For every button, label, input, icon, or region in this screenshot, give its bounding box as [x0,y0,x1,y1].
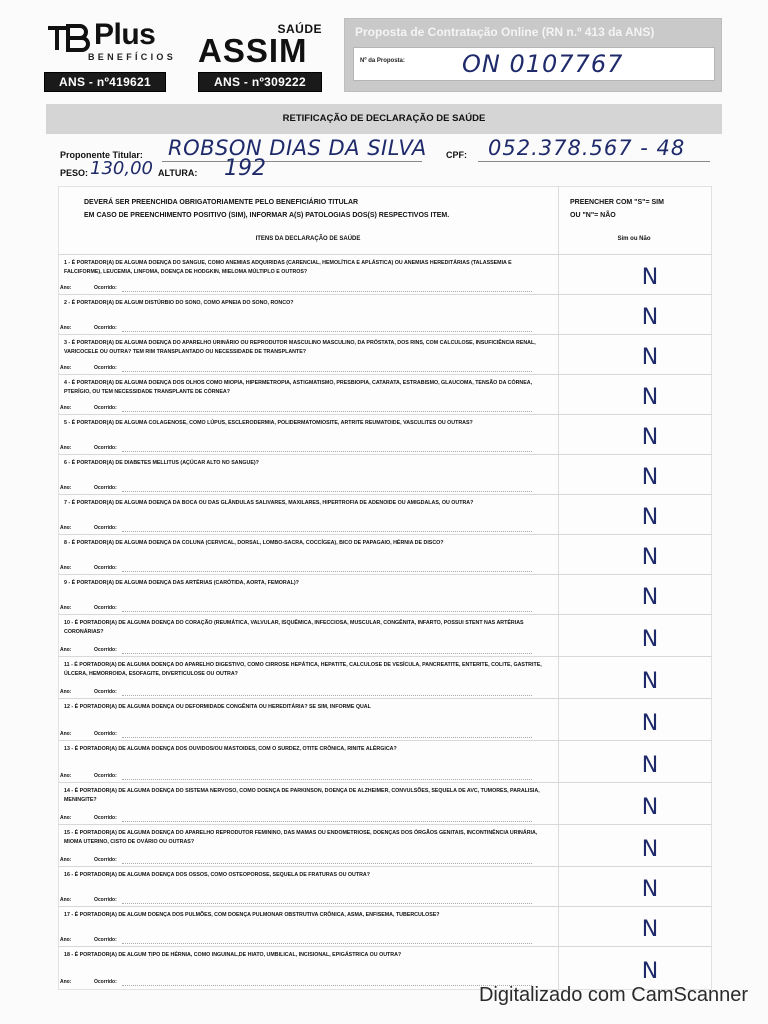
ocorrido-field[interactable] [122,943,532,944]
titular-name-underline [162,161,422,162]
cpf-value[interactable]: 052.378.567 - 48 [488,136,686,160]
ocorrido-label: Ocorrido: [94,325,117,331]
ano-label: Ano: [60,605,72,611]
peso-value[interactable]: 130,00 [90,158,153,179]
proposal-number-value: ON 0107767 [462,50,624,78]
table-row [58,294,712,334]
answer-value[interactable]: N [641,385,659,410]
ocorrido-field[interactable] [122,985,532,986]
ocorrido-label: Ocorrido: [94,485,117,491]
titular-name-value[interactable]: ROBSON DIAS DA SILVA [168,136,427,160]
plus-logo-subtitle: BENEFÍCIOS [88,52,177,62]
ocorrido-field[interactable] [122,291,532,292]
ano-label: Ano: [60,689,72,695]
peso-label: PESO: [60,168,89,178]
answer-value[interactable]: N [641,465,659,490]
instructions-right-line2: OU "N"= NÃO [570,212,616,219]
question-text: 16 - É PORTADOR(A) DE ALGUMA DOENÇA DOS OSSOS, COMO OSTEOPOROSE, SEQUELA DE FRATURAS OU OUTRA? [64,872,370,878]
ans-badge-assim: ANS - nº309222 [198,72,322,92]
answer-value[interactable]: N [641,545,659,570]
assim-logo-text: ASSIM [198,32,308,69]
question-text: 1 - É PORTADOR(A) DE ALGUMA DOENÇA DO SANGUE, COMO ANEMIAS ADQUIRIDAS (CARENCIAL, HEMOLÍTICA E APLÁSTICA) OU ANEMIAS HEREDITÁRIAS (TALASSEMIA E FALCIFORME), LEUCEMIA, LINFOMA, DOENÇA DE HODGKIN, MIELOMA MÚLTIPLO E OUTROS? [64,260,512,275]
question-text: 17 - É PORTADOR(A) DE ALGUM DOENÇA DOS PULMÕES, COM DOENÇA PULMONAR OBSTRUTIVA CRÔNICA, ASMA, ENFISEMA, TUBERCULOSE? [64,912,440,918]
assim-logo-saude: SAÚDE [277,22,322,36]
camscanner-watermark: Digitalizado com CamScanner [478,984,748,1006]
answer-value[interactable]: N [641,627,659,652]
answer-value[interactable]: N [641,917,659,942]
answer-value[interactable]: N [641,345,659,370]
cpf-label: CPF: [446,150,467,160]
ocorrido-label: Ocorrido: [94,857,117,863]
table-row [58,534,712,574]
question-text: 6 - É PORTADOR(A) DE DIABETES MELLITUS (AÇÚCAR ALTO NO SANGUE)? [64,460,259,466]
table-row [58,334,712,374]
column-header-answer: Sim ou Não [617,236,651,242]
ocorrido-label: Ocorrido: [94,647,117,653]
table-row [58,374,712,414]
answer-value[interactable]: N [641,585,659,610]
table-row [58,740,712,782]
ocorrido-field[interactable] [122,531,532,532]
answer-value[interactable]: N [641,711,659,736]
instructions-left-line2: EM CASO DE PREENCHIMENTO POSITIVO (SIM), INFORMAR A(S) PATOLOGIAS DOS(S) RESPECTIVOS ITEM. [84,212,450,219]
ocorrido-field[interactable] [122,903,532,904]
answer-value[interactable]: N [641,877,659,902]
answer-value[interactable]: N [641,265,659,290]
altura-label: ALTURA: [158,168,198,178]
proposal-box [344,18,722,92]
ano-label: Ano: [60,405,72,411]
ano-label: Ano: [60,773,72,779]
ocorrido-label: Ocorrido: [94,365,117,371]
instructions-right [570,196,710,222]
instructions-left-line1: DEVERÁ SER PREENCHIDA OBRIGATORIAMENTE PELO BENEFICIÁRIO TITULAR [84,199,359,206]
answer-value[interactable]: N [641,669,659,694]
answer-value[interactable]: N [641,837,659,862]
ocorrido-label: Ocorrido: [94,285,117,291]
question-text: 12 - É PORTADOR(A) DE ALGUMA DOENÇA OU DEFORMIDADE CONGÊNITA OU HEREDITÁRIA? SE SIM, INFORME QUAL [64,704,371,710]
answer-value[interactable]: N [641,753,659,778]
table-row [58,946,712,988]
question-text: 11 - É PORTADOR(A) DE ALGUMA DOENÇA DO APARELHO DIGESTIVO, COMO CIRROSE HEPÁTICA, HEPATITE, CALCULOSE DE VESÍCULA, PANCREATITE, ENTERITE, COLITE, GASTRITE, ÚLCERA, HEMORROIDA, ESOFAGITE, DIVERTICULOSE OU OUTRA? [64,662,542,677]
plus-logo-mark-icon [46,22,92,52]
answer-value[interactable]: N [641,505,659,530]
proposal-title: Proposta de Contratação Online (RN n.º 413 da ANS) [355,25,655,39]
question-text: 4 - É PORTADOR(A) DE ALGUMA DOENÇA DOS OLHOS COMO MIOPIA, HIPERMETROPIA, ASTIGMATISMO, PRESBIOPIA, CATARATA, ESTRABISMO, GLAUCOMA, TENSÃO DA CÓRNEA, PTERÍGIO, OU TEM NECESSIDADE TRANSPLANTE DE CÓRNEA? [64,380,533,395]
ano-label: Ano: [60,485,72,491]
titular-name-label: Proponente Titular: [60,150,143,160]
table-row [58,254,712,294]
question-text: 13 - É PORTADOR(A) DE ALGUMA DOENÇA DOS OUVIDOS/OU MASTOIDES, COM O SURDEZ, OTITE CRÔNICA, RINITE ALÉRGICA? [64,746,397,752]
answer-value[interactable]: N [641,795,659,820]
proposal-number-field[interactable] [353,47,715,81]
table-row [58,698,712,740]
ocorrido-label: Ocorrido: [94,605,117,611]
assim-saude-logo [196,22,324,68]
question-text: 3 - É PORTADOR(A) DE ALGUMA DOENÇA DO APARELHO URINÁRIO OU REPRODUTOR MASCULINO MASCULINO, DA PRÓSTATA, DOS RINS, COM CALCULOSE, INSUFICIÊNCIA RENAL, VARICOCELE OU OUTRA? TEM RIM TRANSPLANTADO OU NECESSIDADE DE TRANSPLANTE? [64,340,536,355]
ans-badge-plus: ANS - nº419621 [44,72,166,92]
question-text: 7 - É PORTADOR(A) DE ALGUMA DOENÇA DA BOCA OU DAS GLÂNDULAS SALIVARES, MAXILARES, HIPERTROFIA DE ADENOIDE OU AMIGDALAS, OU OUTRA? [64,500,474,506]
ocorrido-label: Ocorrido: [94,731,117,737]
ocorrido-label: Ocorrido: [94,979,117,985]
question-text: 10 - É PORTADOR(A) DE ALGUMA DOENÇA DO CORAÇÃO (REUMÁTICA, VALVULAR, ISQUÊMICA, INFECCIOSA, MUSCULAR, CONGÊNITA, INFARTO, POSSUI STENT NAS ARTÉRIAS CORONÁRIAS? [64,620,524,635]
ocorrido-label: Ocorrido: [94,815,117,821]
table-row [58,656,712,698]
ocorrido-field[interactable] [122,611,532,612]
table-row [58,574,712,614]
ocorrido-label: Ocorrido: [94,689,117,695]
cpf-underline [478,161,710,162]
table-row [58,454,712,494]
question-text: 18 - É PORTADOR(A) DE ALGUM TIPO DE HÉRNIA, COMO INGUINAL,DE HIATO, UMBILICAL, INCISIONAL, EPIGÁSTRICA OU OUTRA? [64,952,402,958]
ocorrido-label: Ocorrido: [94,937,117,943]
question-text: 8 - É PORTADOR(A) DE ALGUMA DOENÇA DA COLUNA (CERVICAL, DORSAL, LOMBO-SACRA, COCCÍGEA), BICO DE PAPAGAIO, HÉRNIA DE DISCO? [64,540,444,546]
question-text: 15 - É PORTADOR(A) DE ALGUMA DOENÇA DO APARELHO REPRODUTOR FEMININO, DAS MAMAS OU ENDOMETRIOSE, DOENÇAS DOS ÓRGÃOS GENITAIS, INCONTINÊNCIA URINÁRIA, MIOMA UTERINO, CISTO DE OVÁRIO OU OUTRAS? [64,830,538,845]
ano-label: Ano: [60,365,72,371]
answer-value[interactable]: N [641,305,659,330]
ocorrido-field[interactable] [122,331,532,332]
ocorrido-field[interactable] [122,821,532,822]
instructions-left [84,196,564,222]
ano-label: Ano: [60,857,72,863]
proposal-number-label: Nº da Proposta: [360,58,405,64]
table-row [58,782,712,824]
plus-logo-text: Plus [94,18,156,51]
ocorrido-label: Ocorrido: [94,525,117,531]
instructions-right-line1: PREENCHER COM "S"= SIM [570,199,664,206]
ocorrido-field[interactable] [122,371,532,372]
ano-label: Ano: [60,445,72,451]
table-row [58,614,712,656]
ocorrido-label: Ocorrido: [94,405,117,411]
ano-label: Ano: [60,937,72,943]
ano-label: Ano: [60,647,72,653]
ocorrido-field[interactable] [122,571,532,572]
ano-label: Ano: [60,979,72,985]
ano-label: Ano: [60,815,72,821]
ocorrido-label: Ocorrido: [94,445,117,451]
ocorrido-field[interactable] [122,695,532,696]
ocorrido-field[interactable] [122,491,532,492]
question-text: 5 - É PORTADOR(A) DE ALGUMA COLAGENOSE, COMO LÚPUS, ESCLERODERMIA, POLIDERMATOMIOSITE, ARTRITE REUMATOIDE, VASCULITES OU OUTRAS? [64,420,473,426]
question-text: 2 - É PORTADOR(A) DE ALGUM DISTÚRBIO DO SONO, COMO APNEIA DO SONO, RONCO? [64,300,294,306]
answer-value[interactable]: N [641,959,659,984]
ocorrido-field[interactable] [122,737,532,738]
ano-label: Ano: [60,897,72,903]
table-row [58,414,712,454]
ocorrido-field[interactable] [122,451,532,452]
ocorrido-field[interactable] [122,863,532,864]
ano-label: Ano: [60,325,72,331]
answer-value[interactable]: N [641,425,659,450]
ano-label: Ano: [60,731,72,737]
ocorrido-field[interactable] [122,779,532,780]
table-row [58,824,712,866]
table-row [58,906,712,946]
altura-value[interactable]: 192 [224,156,266,181]
form-title: RETIFICAÇÃO DE DECLARAÇÃO DE SAÚDE [46,104,722,134]
ocorrido-field[interactable] [122,653,532,654]
table-row [58,494,712,534]
question-text: 9 - É PORTADOR(A) DE ALGUMA DOENÇA DAS ARTÉRIAS (CARÓTIDA, AORTA, FEMORAL)? [64,580,299,586]
ocorrido-label: Ocorrido: [94,773,117,779]
ano-label: Ano: [60,285,72,291]
question-text: 14 - É PORTADOR(A) DE ALGUMA DOENÇA DO SISTEMA NERVOSO, COMO DOENÇA DE PARKINSON, DOENÇA DE ALZHEIMER, CONVULSÕES, SEQUELA DE AVC, TUMORES, PARALISIA, MENINGITE? [64,788,540,803]
column-header-items: ITENS DA DECLARAÇÃO DE SAÚDE [255,236,361,242]
ano-label: Ano: [60,565,72,571]
ocorrido-field[interactable] [122,411,532,412]
ano-label: Ano: [60,525,72,531]
table-row [58,866,712,906]
ocorrido-label: Ocorrido: [94,565,117,571]
ocorrido-label: Ocorrido: [94,897,117,903]
